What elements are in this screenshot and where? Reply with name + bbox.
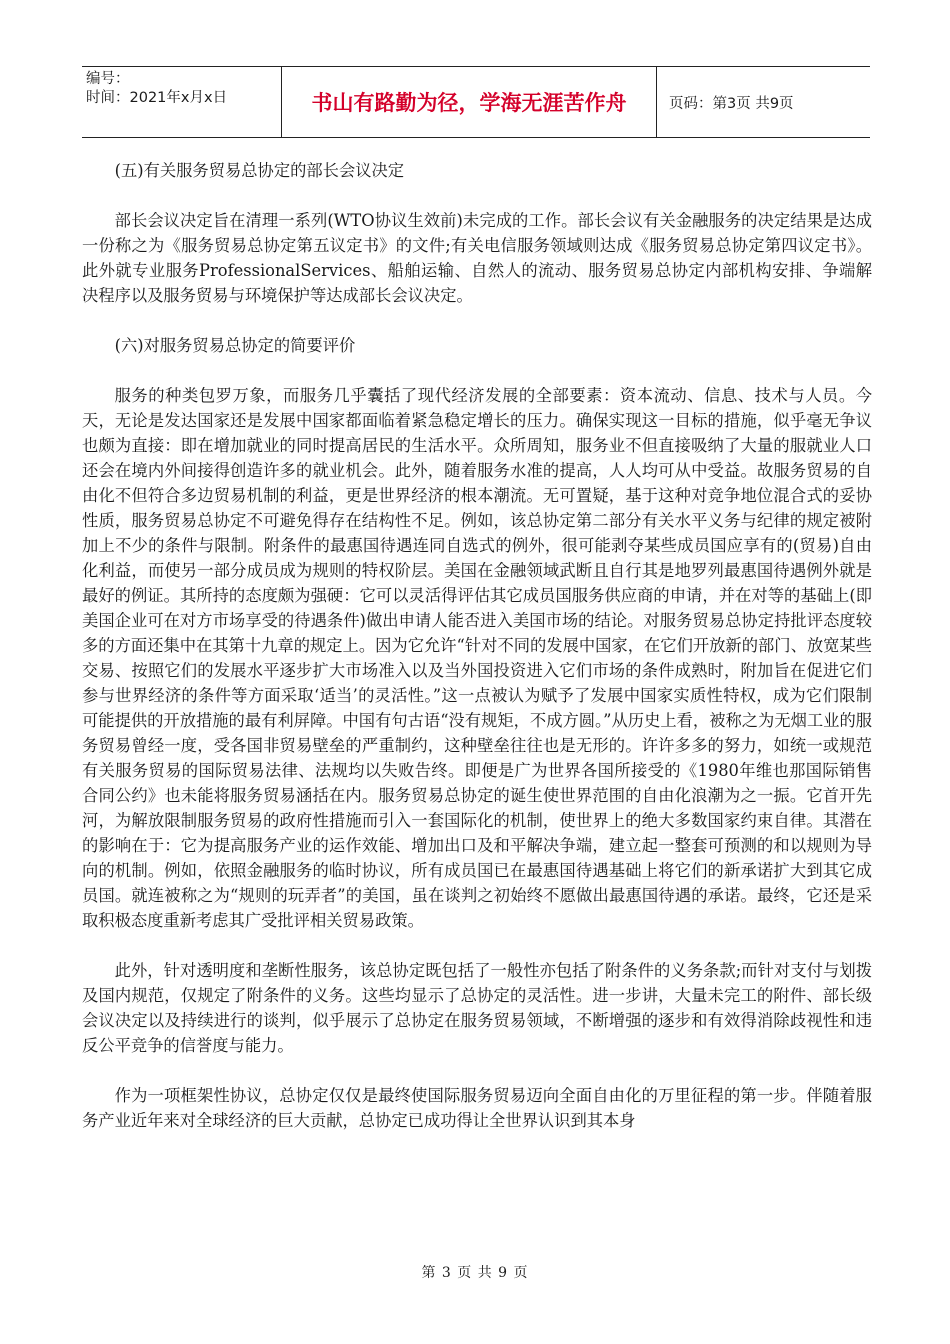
- body-paragraph: 此外，针对透明度和垄断性服务，该总协定既包括了一般性亦包括了附条件的义务条款;而针对支付与划拨及国内规范，仅规定了附条件的义务。这些均显示了总协定的灵活性。进一步讲，大量未完工的附件、部长级会议决定以及持续进行的谈判，似乎展示了总协定在服务贸易领域，不断增强的逐步和有效得消除歧视性和违反公平竞争的信誉度与能力。: [82, 961, 872, 1055]
- header-page-info: 页码：第3页 共9页: [669, 95, 794, 112]
- header-meta: [82, 67, 282, 137]
- document-time-label: 时间：2021年x月x日: [86, 90, 228, 106]
- body-paragraph: 作为一项框架性协议，总协定仅仅是最终使国际服务贸易迈向全面自由化的万里征程的第一步。伴随着服务产业近年来对全球经济的巨大贡献，总协定已成功得让全世界认识到其本身: [82, 1086, 872, 1130]
- page-header: [82, 66, 870, 138]
- section-heading-5: (五)有关服务贸易总协定的部长会议决定: [114, 161, 405, 180]
- document-number-label: 编号：: [86, 71, 130, 87]
- body-paragraph: 部长会议决定旨在清理一系列(WTO协议生效前)未完成的工作。部长会议有关金融服务的决定结果是达成一份称之为《服务贸易总协定第五议定书》的文件;有关电信服务领域则达成《服务贸易总协定第四议定书》。此外就专业服务ProfessionalServices、船舶运输、自然人的流动、服务贸易总协定内部机构安排、争端解决程序以及服务贸易与环境保护等达成部长会议决定。: [82, 211, 872, 305]
- document-body: [82, 158, 872, 1133]
- section-heading-6: (六)对服务贸易总协定的简要评价: [114, 336, 356, 355]
- header-motto: 书山有路勤为径，学海无涯苦作舟: [282, 67, 657, 137]
- page-footer: 第 3 页 共 9 页: [421, 1265, 529, 1281]
- body-paragraph: 服务的种类包罗万象，而服务几乎囊括了现代经济发展的全部要素：资本流动、信息、技术与人员。今天，无论是发达国家还是发展中国家都面临着紧急稳定增长的压力。确保实现这一目标的措施，似乎毫无争议也颇为直接：即在增加就业的同时提高居民的生活水平。众所周知，服务业不但直接吸纳了大量的服就业人口还会在境内外间接得创造许多的就业机会。此外，随着服务水准的提高，人人均可从中受益。故服务贸易的自由化不但符合多边贸易机制的利益，更是世界经济的根本潮流。无可置疑，基于这种对竞争地位混合式的妥协性质，服务贸易总协定不可避免得存在结构性不足。例如，该总协定第二部分有关水平义务与纪律的规定被附加上不少的条件与限制。附条件的最惠国待遇连同自选式的例外，很可能剥夺某些成员国应享有的(贸易)自由化利益，而使另一部分成员成为规则的特权阶层。美国在金融领域武断且自行其是地罗列最惠国待遇例外就是最好的例证。其所持的态度颇为强硬：它可以灵活得评估其它成员国服务供应商的申请，并在对等的基础上(即美国企业可在对方市场享受的待遇条件)做出申请人能否进入美国市场的结论。对服务贸易总协定持批评态度较多的方面还集中在其第十九章的规定上。因为它允许“针对不同的发展中国家，在它们开放新的部门、放宽某些交易、按照它们的发展水平逐步扩大市场准入以及当外国投资进入它们市场的条件成熟时，附加旨在促进它们参与世界经济的条件等方面采取‘适当’的灵活性。”这一点被认为赋予了发展中国家实质性特权，成为它们限制可能提供的开放措施的最有利屏障。中国有句古语“没有规矩，不成方圆。”从历史上看，被称之为无烟工业的服务贸易曾经一度，受各国非贸易壁垒的严重制约，这种壁垒往往也是无形的。许许多多的努力，如统一或规范有关服务贸易的国际贸易法律、法规均以失败告终。即便是广为世界各国所接受的《1980年维也那国际销售合同公约》也未能将服务贸易涵括在内。服务贸易总协定的诞生使世界范围的自由化浪潮为之一振。它首开先河，为解放限制服务贸易的政府性措施而引入一套国际化的机制，使世界上的绝大多数国家约束自律。其潜在的影响在于：它为提高服务产业的运作效能、增加出口及和平解决争端，建立起一整套可预测的和以规则为导向的机制。例如，依照金融服务的临时协议，所有成员国已在最惠国待遇基础上将它们的新承诺扩大到其它成员国。就连被称之为“规则的玩弄者”的美国，虽在谈判之初始终不愿做出最惠国待遇的承诺。最终，它还是采取积极态度重新考虑其广受批评相关贸易政策。: [82, 386, 873, 930]
